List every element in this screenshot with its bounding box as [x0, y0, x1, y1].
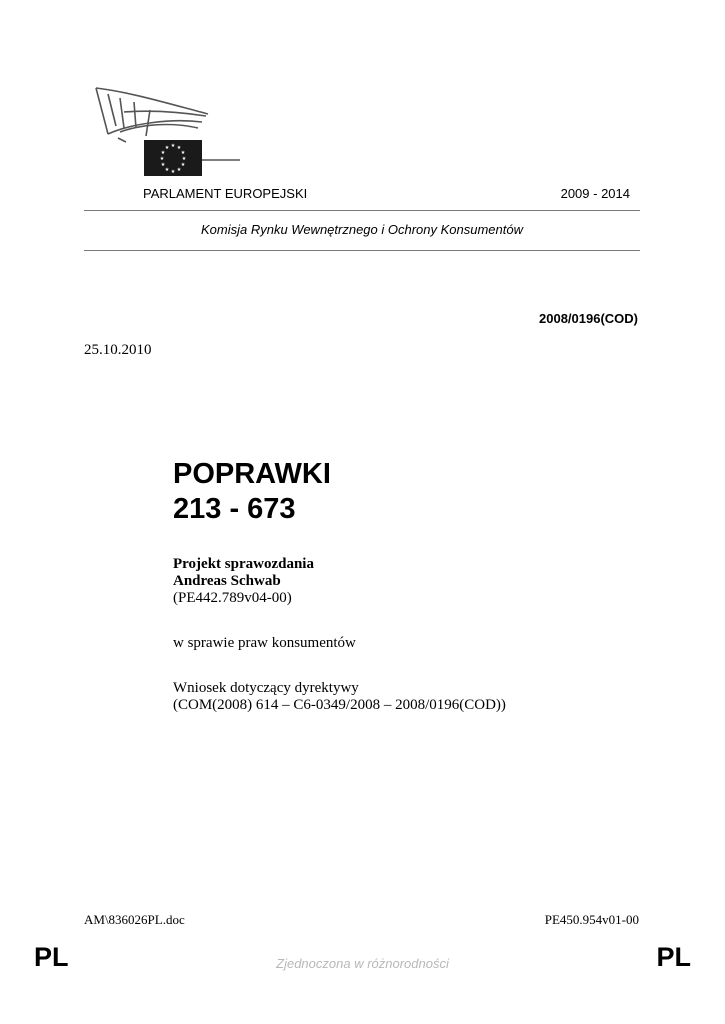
procedure-number: 2008/0196(COD): [539, 311, 638, 326]
page-title: POPRAWKI: [173, 458, 331, 490]
svg-text:★: ★: [170, 143, 176, 149]
svg-text:★: ★: [176, 167, 182, 173]
proposal-label: Wniosek dotyczący dyrektywy: [173, 680, 359, 696]
language-code-left: PL: [34, 942, 69, 972]
committee-name: Komisja Rynku Wewnętrznego i Ochrony Konsumentów: [200, 222, 524, 237]
document-date: 25.10.2010: [84, 342, 152, 358]
svg-text:★: ★: [160, 150, 166, 156]
svg-text:★: ★: [159, 156, 165, 162]
svg-text:★: ★: [164, 145, 170, 151]
rapporteur-name: Andreas Schwab: [173, 573, 281, 589]
amendment-range: 213 - 673: [173, 493, 296, 525]
svg-text:★: ★: [176, 145, 182, 151]
institution-name: PARLAMENT EUROPEJSKI: [143, 186, 308, 201]
parliamentary-term: 2009 - 2014: [560, 186, 630, 201]
language-code-right: PL: [656, 942, 691, 972]
motto: Zjednoczona w różnorodności: [276, 956, 449, 971]
eu-flag-icon: [144, 140, 202, 176]
proposal-reference: (COM(2008) 614 – C6-0349/2008 – 2008/0196(COD)): [173, 697, 506, 713]
header-rule-bottom: [84, 250, 640, 251]
svg-text:★: ★: [160, 162, 166, 168]
footer-pe-reference: PE450.954v01-00: [544, 912, 639, 927]
subject-line: w sprawie praw konsumentów: [173, 635, 356, 651]
draft-report-label: Projekt sprawozdania: [173, 556, 314, 572]
svg-text:★: ★: [180, 162, 186, 168]
header-rule-top: [84, 210, 640, 211]
svg-text:★: ★: [181, 156, 187, 162]
draft-report-reference: (PE442.789v04-00): [173, 590, 292, 606]
svg-text:★: ★: [170, 169, 176, 175]
european-parliament-logo-icon: [90, 82, 240, 178]
footer-file-reference: AM\836026PL.doc: [84, 912, 185, 927]
svg-text:★: ★: [164, 167, 170, 173]
svg-text:★: ★: [180, 150, 186, 156]
